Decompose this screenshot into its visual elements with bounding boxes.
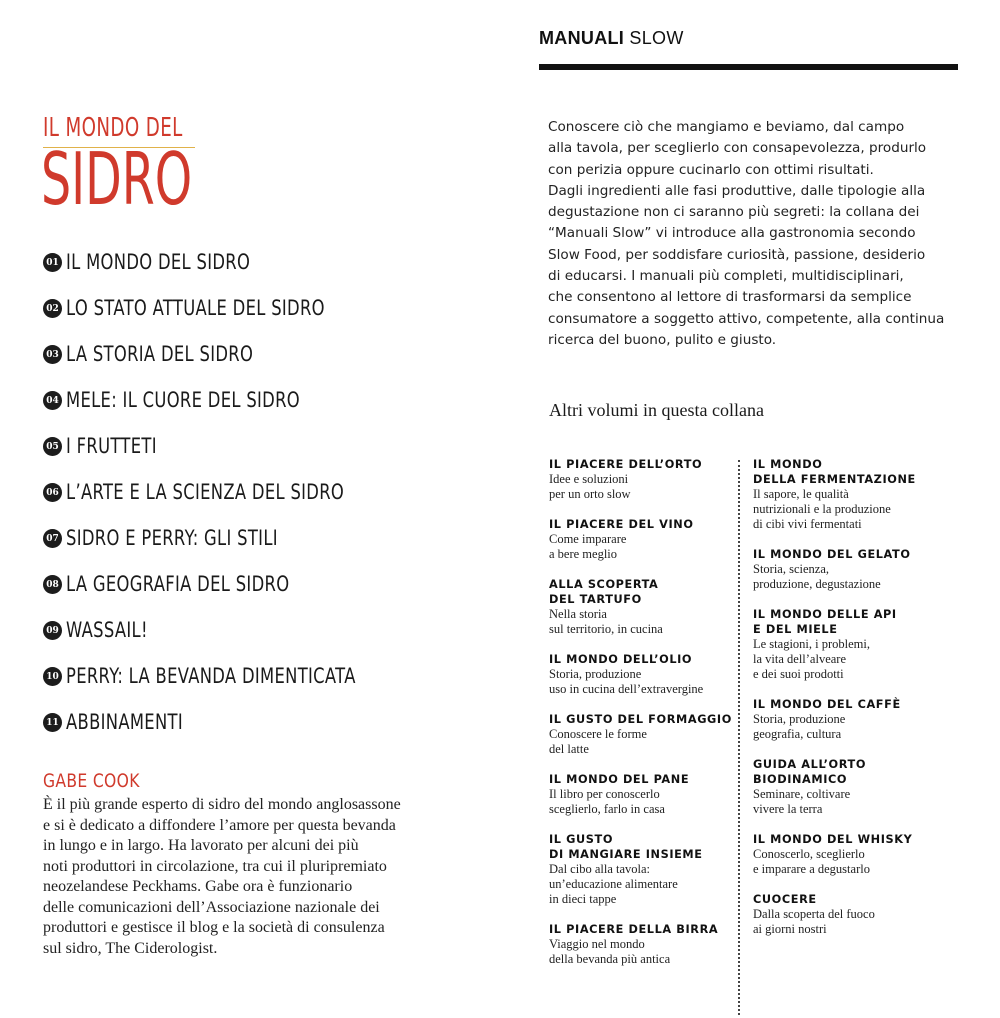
book-entry — [549, 772, 739, 817]
book-subtitle: Viaggio nel mondo — [549, 937, 645, 951]
intro-line: alla tavola, per sceglierlo con consapevolezza, produrlo — [548, 140, 927, 157]
book-title: IL MONDO DEL PANE — [549, 773, 690, 786]
chapter-title: I FRUTTETI — [66, 434, 157, 458]
book-title: IL MONDO DEL WHISKY — [753, 833, 913, 846]
book-subtitle: Conoscerlo, sceglierlo — [753, 847, 865, 861]
book-entry — [549, 712, 739, 757]
book-entry — [753, 757, 943, 817]
book-subtitle: Conoscere le forme — [549, 727, 647, 741]
book-title: GUIDA ALL’ORTO — [753, 758, 867, 771]
book-title: IL MONDO DELL’OLIO — [549, 653, 693, 666]
chapter-number-badge: 05 — [43, 437, 62, 456]
book-entry — [753, 832, 943, 877]
book-subtitle: un’educazione alimentare — [549, 877, 678, 891]
chapter-number-badge: 04 — [43, 391, 62, 410]
chapter-number-badge: 09 — [43, 621, 62, 640]
bio-line: delle comunicazioni dell’Associazione nazionale dei — [43, 898, 380, 916]
book-subtitle: la vita dell’alveare — [753, 652, 846, 666]
intro-line: Conoscere ciò che mangiamo e beviamo, dal campo — [548, 119, 905, 135]
brand-light-text: SLOW — [629, 28, 684, 48]
book-subtitle: sceglierlo, farlo in casa — [549, 802, 665, 816]
book-entry — [753, 607, 943, 682]
chapter-title: SIDRO E PERRY: GLI STILI — [66, 526, 278, 550]
book-title: IL GUSTO DEL FORMAGGIO — [549, 713, 732, 726]
author-bio — [43, 795, 443, 959]
toc-item — [43, 435, 437, 481]
author-name: GABE COOK — [43, 770, 140, 792]
bio-line: neozelandese Peckhams. Gabe ora è funzionario — [43, 878, 353, 895]
book-subtitle: Storia, produzione — [549, 667, 642, 681]
book-title-line1: IL MONDO DEL — [43, 113, 183, 143]
book-subtitle: e dei suoi prodotti — [753, 667, 844, 681]
book-title: CUOCERE — [753, 893, 817, 906]
book-title: DI MANGIARE INSIEME — [549, 848, 703, 861]
chapter-title: MELE: IL CUORE DEL SIDRO — [66, 388, 301, 412]
book-subtitle: Storia, scienza, — [753, 562, 830, 576]
bio-line: in lungo e in largo. Ha lavorato per alcuni dei più — [43, 837, 359, 854]
book-title: ALLA SCOPERTA — [549, 578, 659, 591]
book-entry — [753, 547, 943, 592]
column-divider — [738, 460, 740, 1015]
chapter-title: PERRY: LA BEVANDA DIMENTICATA — [66, 664, 356, 688]
chapter-title: WASSAIL! — [66, 618, 148, 642]
intro-line: consumatore a soggetto attivo, competente, alla continua — [548, 310, 945, 327]
series-brand — [539, 28, 684, 49]
intro-line: che consentono al lettore di trasformarsi da semplice — [548, 289, 912, 306]
book-title: BIODINAMICO — [753, 773, 848, 786]
book-entry — [753, 892, 943, 937]
book-subtitle: produzione, degustazione — [753, 577, 881, 591]
intro-line: degustazione non ci saranno più segreti: la collana dei — [548, 204, 920, 221]
chapter-title: IL MONDO DEL SIDRO — [66, 250, 251, 274]
book-subtitle: Dalla scoperta del fuoco — [753, 907, 875, 921]
book-subtitle: Seminare, coltivare — [753, 787, 851, 801]
book-entry — [549, 832, 739, 907]
chapter-number-badge: 01 — [43, 253, 62, 272]
header-rule — [539, 64, 958, 70]
intro-line: Slow Food, per soddisfare curiosità, passione, desiderio — [548, 246, 926, 263]
bio-line: e si è dedicato a diffondere l’amore per questa bevanda — [43, 816, 396, 834]
book-entry — [549, 577, 739, 637]
toc-item — [43, 573, 437, 619]
book-entry — [549, 517, 739, 562]
book-subtitle: in dieci tappe — [549, 892, 617, 906]
book-title: IL PIACERE DELLA BIRRA — [549, 923, 719, 936]
book-subtitle: vivere la terra — [753, 802, 823, 816]
book-subtitle: uso in cucina dell’extravergine — [549, 682, 704, 696]
book-entry — [549, 457, 739, 502]
book-title: IL MONDO — [753, 458, 823, 471]
toc-item — [43, 665, 437, 711]
book-entry — [549, 922, 739, 967]
toc-item — [43, 481, 437, 527]
chapter-title: ABBINAMENTI — [66, 710, 183, 734]
book-subtitle: Le stagioni, i problemi, — [753, 637, 870, 651]
chapter-number-badge: 10 — [43, 667, 62, 686]
brand-bold-text: MANUALI — [539, 28, 625, 48]
book-title: E DEL MIELE — [753, 623, 838, 636]
book-subtitle: Dal cibo alla tavola: — [549, 862, 651, 876]
book-title: DEL TARTUFO — [549, 593, 642, 606]
book-subtitle: Storia, produzione — [753, 712, 846, 726]
chapter-title: LA STORIA DEL SIDRO — [66, 342, 254, 366]
series-intro — [548, 117, 968, 351]
toc-item — [43, 251, 437, 297]
book-subtitle: geografia, cultura — [753, 727, 842, 741]
book-title: IL PIACERE DEL VINO — [549, 518, 694, 531]
bio-line: È il più grande esperto di sidro del mondo anglosassone — [43, 796, 401, 813]
intro-line: di educarsi. I manuali più completi, multidisciplinari, — [548, 268, 904, 285]
book-subtitle: Il libro per conoscerlo — [549, 787, 660, 801]
book-entry — [753, 697, 943, 742]
book-subtitle: a bere meglio — [549, 547, 618, 561]
bio-line: produttori e gestisce il blog e la società di consulenza — [43, 919, 385, 936]
chapter-number-badge: 11 — [43, 713, 62, 732]
toc-item — [43, 389, 437, 435]
toc-item — [43, 297, 437, 343]
chapter-number-badge: 02 — [43, 299, 62, 318]
toc-item — [43, 619, 437, 665]
bio-line: sul sidro, The Ciderologist. — [43, 939, 218, 957]
intro-line: “Manuali Slow” vi introduce alla gastronomia secondo — [548, 225, 916, 242]
toc-item — [43, 711, 437, 757]
books-column-right — [753, 457, 943, 952]
book-subtitle: ai giorni nostri — [753, 922, 827, 936]
toc-item — [43, 343, 437, 389]
book-entry — [753, 457, 943, 532]
series-heading: Altri volumi in questa collana — [549, 400, 764, 420]
chapter-number-badge: 08 — [43, 575, 62, 594]
chapter-number-badge: 07 — [43, 529, 62, 548]
book-subtitle: della bevanda più antica — [549, 952, 671, 966]
chapter-title: LA GEOGRAFIA DEL SIDRO — [66, 572, 290, 596]
bio-line: noti produttori in circolazione, tra cui il pluripremiato — [43, 857, 387, 875]
chapter-title: LO STATO ATTUALE DEL SIDRO — [66, 296, 325, 320]
chapter-number-badge: 03 — [43, 345, 62, 364]
book-subtitle: sul territorio, in cucina — [549, 622, 663, 636]
book-subtitle: nutrizionali e la produzione — [753, 502, 891, 516]
book-title: DELLA FERMENTAZIONE — [753, 473, 916, 486]
book-title: IL MONDO DEL CAFFÈ — [753, 698, 901, 711]
book-subtitle: del latte — [549, 742, 589, 756]
book-subtitle: Idee e soluzioni — [549, 472, 629, 486]
book-entry — [549, 652, 739, 697]
book-subtitle: per un orto slow — [549, 487, 631, 501]
chapter-title: L’ARTE E LA SCIENZA DEL SIDRO — [66, 480, 345, 504]
book-subtitle: di cibi vivi fermentati — [753, 517, 862, 531]
chapter-number-badge: 06 — [43, 483, 62, 502]
book-title: IL GUSTO — [549, 833, 614, 846]
toc-item — [43, 527, 437, 573]
intro-line: Dagli ingredienti alle fasi produttive, dalle tipologie alla — [548, 182, 926, 199]
table-of-contents — [43, 251, 437, 757]
book-title: IL PIACERE DELL’ORTO — [549, 458, 703, 471]
book-subtitle: e imparare a degustarlo — [753, 862, 870, 876]
book-subtitle: Il sapore, le qualità — [753, 487, 849, 501]
book-title-line2: SIDRO — [41, 137, 193, 221]
books-column-left — [549, 457, 739, 982]
intro-line: con perizia oppure cucinarlo con ottimi risultati. — [548, 161, 874, 178]
book-subtitle: Nella storia — [549, 607, 607, 621]
book-title: IL MONDO DEL GELATO — [753, 548, 911, 561]
book-title: IL MONDO DELLE API — [753, 608, 897, 621]
intro-line: ricerca del buono, pulito e giusto. — [548, 331, 777, 348]
book-subtitle: Come imparare — [549, 532, 627, 546]
